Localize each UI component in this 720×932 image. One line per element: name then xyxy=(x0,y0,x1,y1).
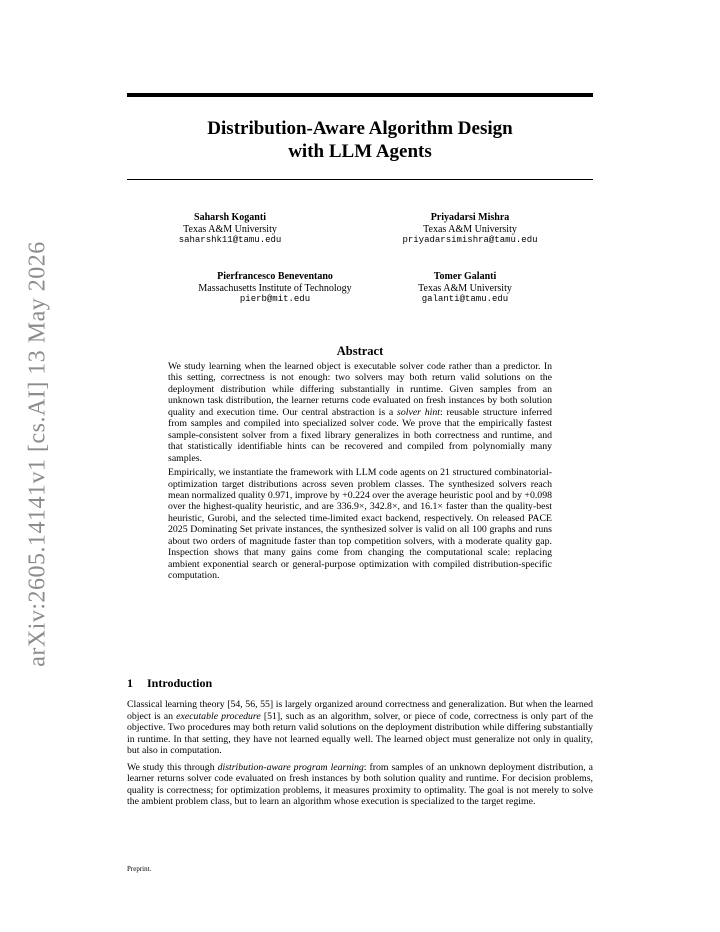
intro-paragraph: Classical learning theory [54, 56, 55] is largely organized around correctness and generalization. But when the learned object is an executable procedure [51], such as an algorithm, solver, or piece of code, correctness is only part of the objective. Two procedures may both return valid solutions on the deployment distribution while differing substantially in runtime. In that setting, they have not learned equally well. The learned object must generalize not only in quality, but also in computation. xyxy=(127,699,593,756)
author-affiliation: Massachusetts Institute of Technology xyxy=(198,282,352,294)
author-affiliation: Texas A&M University xyxy=(418,282,512,294)
author-block xyxy=(370,212,570,247)
paper-title xyxy=(127,117,593,163)
author-affiliation: Texas A&M University xyxy=(423,223,517,235)
author-name: Tomer Galanti xyxy=(433,271,497,282)
author-block xyxy=(170,271,380,306)
author-name: Priyadarsi Mishra xyxy=(430,212,510,223)
author-block xyxy=(150,212,310,247)
author-name: Saharsh Koganti xyxy=(194,212,266,223)
author-email[interactable]: galanti@tamu.edu xyxy=(421,294,509,304)
title-top-rule xyxy=(127,93,593,97)
section-number: 1 xyxy=(127,676,133,690)
paper-title-line-1: Distribution-Aware Algorithm Design xyxy=(207,118,513,139)
abstract-paragraph: Empirically, we instantiate the framework with LLM code agents on 21 structured combinatorial-optimization target distributions across seven problem classes. The synthesized solvers reach mean normalized quality 0.971, improve by +0.224 over the average heuristic pool and by +0.098 over the highest-quality heuristic, and are 336.9×, 342.8×, and 16.1× faster than the quality-best heuristic, Gurobi, and the selected time-limited exact backend, respectively. On released PACE 2025 Dominating Set private instances, the synthesized solver is valid on all 100 graphs and runs about two orders of magnitude faster than top competition solvers, with a moderate quality gap. Inspection shows that many gains come from changing the computational scale: replacing ambient exponential search or general-purpose optimization with compiled distribution-specific computation. xyxy=(168,467,552,582)
author-email[interactable]: saharshk11@tamu.edu xyxy=(178,235,282,245)
paper-title-line-2: with LLM Agents xyxy=(288,141,432,162)
preprint-footnote: Preprint. xyxy=(127,865,152,873)
section-title: Introduction xyxy=(147,676,213,690)
abstract-paragraph: We study learning when the learned object is executable solver code rather than a predictor. In this setting, correctness is not enough: two solvers may both return valid solutions on the deployment distribution while differing substantially in runtime. Given samples from an unknown task distribution, the learner returns code evaluated on fresh instances by both solution quality and execution time. Our central abstraction is a solver hint: reusable structure inferred from samples and compiled into specialized solver code. We prove that the empirically fastest sample-consistent solver from a fixed library generalizes in both correctness and runtime, and that statistically identifiable hints can be recovered and compiled from polynomially many samples. xyxy=(168,361,552,464)
arxiv-identifier[interactable]: arXiv:2605.14141v1 [cs.AI] 13 May 2026 xyxy=(24,241,51,667)
author-email[interactable]: priyadarsimishra@tamu.edu xyxy=(402,235,538,245)
abstract-heading: Abstract xyxy=(336,344,384,358)
intro-paragraph: We study this through distribution-aware program learning: from samples of an unknown deployment distribution, a learner returns solver code evaluated on fresh instances by both solution quality and runtime. For decision problems, quality is correctness; for optimization problems, it measures proximity to optimality. The goal is not merely to solve the ambient problem class, but to learn an algorithm whose execution is specialized to the target regime. xyxy=(127,761,593,807)
section-heading-introduction xyxy=(127,676,212,691)
author-block xyxy=(390,271,540,306)
author-name: Pierfrancesco Beneventano xyxy=(217,271,333,282)
author-email[interactable]: pierb@mit.edu xyxy=(239,294,311,304)
introduction-body xyxy=(127,699,593,813)
title-bottom-rule xyxy=(127,179,593,180)
author-affiliation: Texas A&M University xyxy=(183,223,277,235)
abstract-body xyxy=(168,361,552,585)
